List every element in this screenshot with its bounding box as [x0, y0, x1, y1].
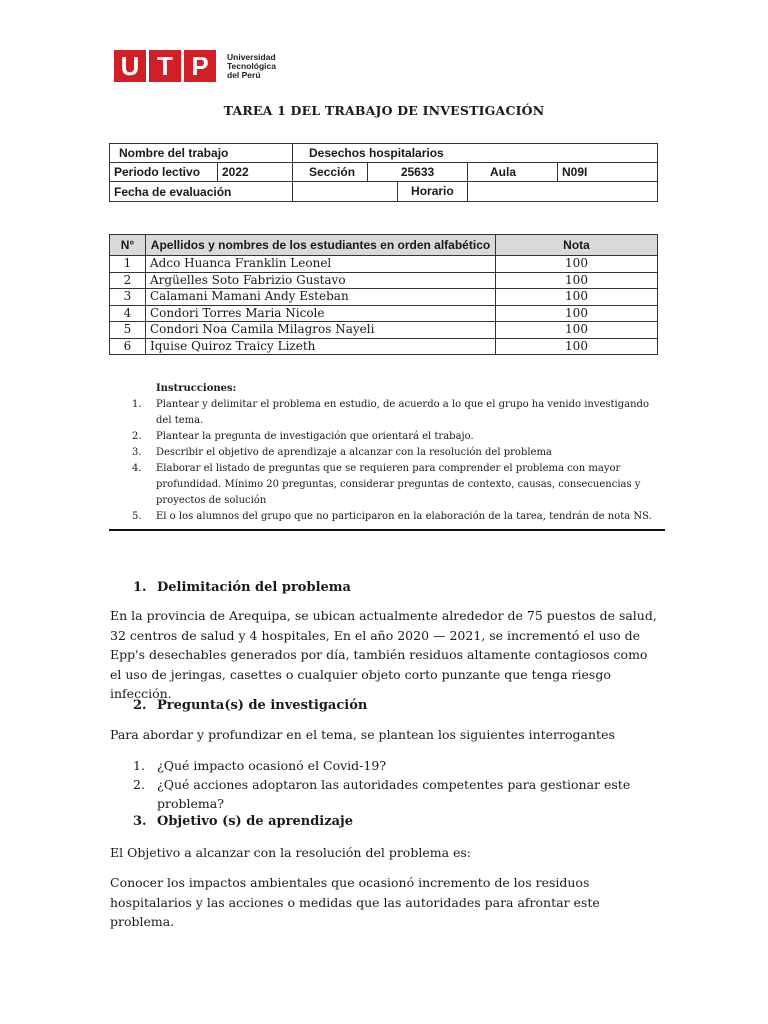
students-table [109, 234, 658, 355]
logo-mark [114, 50, 219, 82]
divider [109, 529, 665, 531]
work-label: Nombre del trabajo [110, 144, 293, 163]
header-number: N° [110, 235, 146, 256]
row-name: Condori Torres Maria Nicole [146, 305, 496, 322]
section-1-text: En la provincia de Arequipa, se ubican actualmente alrededor de 75 puestos de salud, 32 centros de salud y 4 hospitales, En el año 2020 — 2021, se incrementó el uso de Epp's desechables generados por día, también residuos altamente contagiosos como el uso de jeringas, casettes o cualquier objeto corto punzante que tenga riesgo infección. [110, 608, 657, 701]
list-item: 1. ¿Qué impacto ocasionó el Covid-19? [133, 758, 387, 773]
info-row-work [110, 144, 658, 163]
table-row [110, 256, 658, 273]
row-number: 4 [110, 305, 146, 322]
questions-list [133, 756, 653, 813]
question-text: ¿Qué acciones adoptaron las autoridades competentes para gestionar este problema? [157, 777, 631, 811]
row-grade: 100 [496, 289, 658, 306]
utp-logo [114, 50, 276, 82]
logo-line-2: Tecnológica [227, 60, 276, 71]
date-label: Fecha de evaluación [110, 182, 293, 202]
instructions-title: Instrucciones: [156, 383, 237, 394]
instruction-text: Plantear la pregunta de investigación que orientará el trabajo. [156, 431, 474, 442]
row-number: 6 [110, 338, 146, 355]
row-grade: 100 [496, 338, 658, 355]
list-item: 2. Plantear la pregunta de investigación que orientará el trabajo. [132, 429, 662, 445]
list-item: 2. ¿Qué acciones adoptaron las autoridades competentes para gestionar este problema? [133, 775, 653, 813]
page-title: TAREA 1 DEL TRABAJO DE INVESTIGACIÓN [223, 103, 545, 118]
question-text: ¿Qué impacto ocasionó el Covid-19? [157, 758, 387, 773]
room-value: N09I [558, 163, 658, 182]
period-value: 2022 [218, 163, 293, 182]
logo-line-1: Universidad [227, 51, 276, 62]
section-2-intro: Para abordar y profundizar en el tema, se plantean los siguientes interrogantes [110, 727, 615, 742]
instruction-text: Elaborar el listado de preguntas que se requieren para comprender el problema con mayor profundidad. Mínimo 20 preguntas, considerar preguntas de contexto, causas, consecuencias y proyectos de solución [156, 463, 641, 506]
section-3-intro: El Objetivo a alcanzar con la resolución del problema es: [110, 845, 472, 860]
row-grade: 100 [496, 305, 658, 322]
instruction-text: El o los alumnos del grupo que no participaron en la elaboración de la tarea, tendrán de nota NS. [156, 511, 652, 522]
date-value [293, 182, 398, 201]
logo-letter-u: U [114, 50, 146, 82]
table-row [110, 322, 658, 339]
schedule-value [468, 182, 658, 202]
section-3-text: Conocer los impactos ambientales que ocasionó incremento de los residuos hospitalarios y las acciones o medidas que las autoridades para afrontar este problema. [110, 875, 600, 929]
table-row [110, 305, 658, 322]
instructions-list [132, 397, 662, 525]
row-number: 5 [110, 322, 146, 339]
room-label: Aula [468, 163, 558, 182]
row-grade: 100 [496, 256, 658, 273]
work-info-table [109, 143, 658, 202]
row-grade: 100 [496, 322, 658, 339]
row-number: 1 [110, 256, 146, 273]
table-row [110, 338, 658, 355]
list-item: 3. Describir el objetivo de aprendizaje a alcanzar con la resolución del problema [132, 445, 662, 461]
header-grade: Nota [496, 235, 658, 256]
instructions [132, 381, 662, 525]
section-1-title: 1. Delimitación del problema [133, 580, 351, 595]
row-name: Condori Noa Camila Milagros Nayeli [146, 322, 496, 339]
instruction-text: Describir el objetivo de aprendizaje a alcanzar con la resolución del problema [156, 447, 552, 458]
section-2-title: 2. Pregunta(s) de investigación [133, 698, 368, 713]
schedule-label: Horario [411, 184, 454, 198]
info-row-date [110, 182, 658, 202]
students-header [110, 235, 658, 256]
instruction-text: Plantear y delimitar el problema en estudio, de acuerdo a lo que el grupo ha venido investigando del tema. [156, 399, 649, 426]
row-number: 3 [110, 289, 146, 306]
row-name: Adco Huanca Franklin Leonel [146, 256, 496, 273]
list-item: 4. Elaborar el listado de preguntas que se requieren para comprender el problema con mayor profundidad. Mínimo 20 preguntas, considerar preguntas de contexto, causas, consecuencias y proyectos de solución [132, 461, 662, 509]
work-value: Desechos hospitalarios [293, 144, 658, 163]
row-number: 2 [110, 272, 146, 289]
row-name: Argüelles Soto Fabrizio Gustavo [146, 272, 496, 289]
info-row-period [110, 163, 658, 182]
logo-line-3: del Perú [227, 69, 261, 80]
section-label: Sección [293, 163, 368, 182]
logo-letter-t: T [149, 50, 181, 82]
list-item: 5. El o los alumnos del grupo que no participaron en la elaboración de la tarea, tendrán de nota NS. [132, 509, 662, 525]
header-names: Apellidos y nombres de los estudiantes en orden alfabético [146, 235, 496, 256]
row-name: Iquise Quiroz Traicy Lizeth [146, 338, 496, 355]
section-value: 25633 [368, 163, 468, 182]
section-3-title: 3. Objetivo (s) de aprendizaje [133, 814, 354, 829]
period-label: Periodo lectivo [110, 163, 218, 182]
logo-text [227, 53, 276, 80]
table-row [110, 272, 658, 289]
row-name: Calamani Mamani Andy Esteban [146, 289, 496, 306]
table-row [110, 289, 658, 306]
row-grade: 100 [496, 272, 658, 289]
list-item: 1. Plantear y delimitar el problema en estudio, de acuerdo a lo que el grupo ha venido investigando del tema. [132, 397, 662, 429]
logo-letter-p: P [184, 50, 216, 82]
